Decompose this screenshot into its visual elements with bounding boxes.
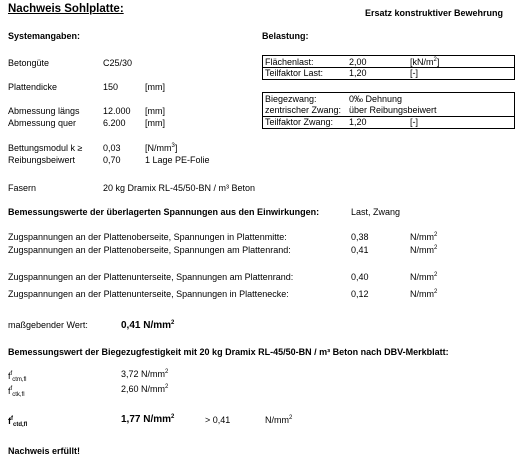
stress-row-label: Zugspannungen an der Plattenoberseite, Spannungen am Plattenrand:	[8, 245, 291, 255]
stresses-heading: Bemessungswerte der überlagerten Spannungen aus den Einwirkungen:	[8, 207, 320, 217]
thickness-value: 150	[103, 82, 119, 92]
bending-label: Biegezwang:	[265, 94, 317, 104]
constraint-factor-label: Teilfaktor Zwang:	[265, 117, 334, 127]
stress-row-label: Zugspannungen an der Plattenoberseite, Spannungen in Plattenmitte:	[8, 232, 287, 242]
page-title: Nachweis Sohlplatte:	[8, 3, 124, 15]
thickness-unit: [mm]	[145, 82, 165, 92]
stress-row-value: 0,40	[351, 272, 369, 282]
fctd-comparison: > 0,41	[205, 415, 231, 425]
governing-value: 0,41 $N/mm^2$	[121, 320, 175, 331]
bedding-label: Bettungsmodul k ≥	[8, 143, 83, 153]
page-subtitle: Ersatz konstruktiver Bewehrung	[365, 8, 504, 18]
stress-row-label: Zugspannungen an der Plattenunterseite, Spannungen in Plattenecke:	[8, 289, 289, 299]
fctk-symbol: $f^f_{ctk,fl}$	[8, 386, 25, 398]
concrete-label: Betongüte	[8, 58, 50, 68]
result-text: Nachweis erfüllt!	[8, 446, 81, 456]
width-label: Abmessung quer	[8, 118, 77, 128]
stress-row-value: 0,41	[351, 245, 369, 255]
bedding-unit: $[N/mm^3]$	[145, 143, 178, 153]
fctd-symbol: $f^f_{ctd,fl}$	[8, 416, 28, 428]
load-factor-unit: [-]	[410, 68, 418, 78]
stress-row-value: 0,38	[351, 232, 369, 242]
fctm-value: 3,72 $N/mm^2$	[121, 369, 169, 379]
governing-label: maßgebender Wert:	[8, 320, 88, 330]
surface-load-unit: $[kN/m^2]$	[410, 57, 440, 67]
fctk-value: 2,60 $N/mm^2$	[121, 384, 169, 394]
fibers-value: 20 kg Dramix RL-45/50-BN / m³ Beton	[103, 183, 256, 193]
bedding-value: 0,03	[103, 143, 121, 153]
width-value: 6.200	[103, 118, 126, 128]
stress-row-unit: $N/mm^2$	[410, 232, 438, 242]
length-unit: [mm]	[145, 106, 165, 116]
thickness-label: Plattendicke	[8, 82, 58, 92]
fibers-label: Fasern	[8, 183, 37, 193]
stresses-heading-tail: Last, Zwang	[351, 207, 401, 217]
load-factor-label: Teilfaktor Last:	[265, 68, 324, 78]
load-factor-value: 1,20	[349, 68, 367, 78]
friction-label: Reibungsbeiwert	[8, 155, 76, 165]
central-constraint-value: über Reibungsbeiwert	[349, 105, 437, 115]
fctd-comparison-unit: $N/mm^2$	[265, 415, 293, 425]
fctm-symbol: $f^f_{ctm,fl}$	[8, 371, 27, 383]
stress-row-value: 0,12	[351, 289, 369, 299]
length-value: 12.000	[103, 106, 131, 116]
bending-value: 0‰ Dehnung	[349, 94, 403, 104]
constraint-factor-value: 1,20	[349, 117, 367, 127]
central-constraint-label: zentrischer Zwang:	[265, 105, 342, 115]
load-heading: Belastung:	[262, 31, 309, 41]
system-heading: Systemangaben:	[8, 31, 81, 41]
stress-row-unit: $N/mm^2$	[410, 272, 438, 282]
concrete-value: C25/30	[103, 58, 133, 68]
surface-load-label: Flächenlast:	[265, 57, 314, 67]
stress-row-unit: $N/mm^2$	[410, 245, 438, 255]
stress-row-unit: $N/mm^2$	[410, 289, 438, 299]
friction-note: 1 Lage PE-Folie	[145, 155, 210, 165]
surface-load-value: 2,00	[349, 57, 367, 67]
stress-row-label: Zugspannungen an der Plattenunterseite, Spannungen am Plattenrand:	[8, 272, 294, 282]
strength-heading: Bemessungswert der Biegezugfestigkeit mit 20 kg Dramix RL-45/50-BN / m³ Beton nach DBV-Merkblatt:	[8, 347, 449, 357]
width-unit: [mm]	[145, 118, 165, 128]
length-label: Abmessung längs	[8, 106, 80, 116]
fctd-value: 1,77 $N/mm^2$	[121, 414, 175, 425]
friction-value: 0,70	[103, 155, 121, 165]
constraint-factor-unit: [-]	[410, 117, 418, 127]
